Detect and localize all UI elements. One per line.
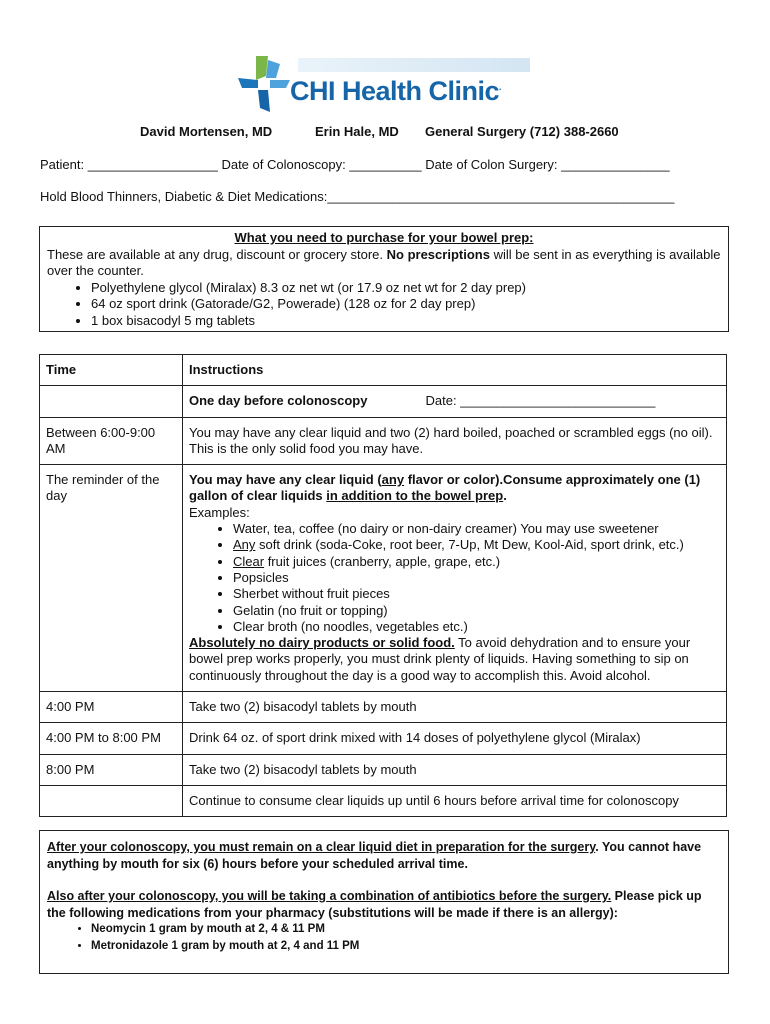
examples-list bbox=[189, 521, 720, 635]
antibiotics-paragraph: Also after your colonoscopy, you will be taking a combination of antibiotics before the surgery. Please pick up the following medications from your pharmacy (substitutions will be made if there is an allergy): bbox=[47, 889, 702, 920]
instruction-cell: You may have any clear liquid and two (2) hard boiled, poached or scrambled eggs (no oil). This is the only solid food you may have. bbox=[183, 417, 727, 465]
time-cell: Between 6:00-9:00 AM bbox=[40, 417, 183, 465]
table-row bbox=[40, 417, 727, 465]
day-before-cell: One day before colonoscopy Date: ___________________________ bbox=[183, 386, 727, 417]
list-item: • Metronidazole 1 gram by mouth at 2, 4 and 11 PM bbox=[91, 938, 721, 955]
table-row bbox=[40, 754, 727, 785]
list-item: • Clear fruit juices (cranberry, apple, grape, etc.) bbox=[233, 554, 720, 570]
clear-liquid-paragraph: After your colonoscopy, you must remain on a clear liquid diet in preparation for the surgery. You cannot have anything by mouth for six (6) hours before your scheduled arrival time. bbox=[47, 840, 702, 871]
patient-field-line[interactable]: Patient: __________________ Date of Colonoscopy: __________ Date of Colon Surgery: _______________ bbox=[40, 157, 670, 172]
date-field[interactable]: Date: ___________________________ bbox=[425, 393, 656, 409]
list-item: • Neomycin 1 gram by mouth at 2, 4 & 11 PM bbox=[91, 921, 721, 938]
time-header: Time bbox=[40, 355, 183, 386]
list-item: • Clear broth (no noodles, vegetables etc.) bbox=[233, 619, 720, 635]
table-row bbox=[40, 692, 727, 723]
brand-name: CHI Health Clinic. bbox=[290, 76, 502, 106]
hold-medications-line[interactable]: Hold Blood Thinners, Diabetic & Diet Medications:________________________________________________ bbox=[40, 189, 675, 204]
department-phone: General Surgery (712) 388-2660 bbox=[425, 124, 619, 139]
table-row bbox=[40, 723, 727, 754]
list-item: • Popsicles bbox=[233, 570, 720, 586]
after-colonoscopy-box bbox=[39, 830, 729, 974]
list-item: • Gelatin (no fruit or topping) bbox=[233, 603, 720, 619]
table-row bbox=[40, 386, 727, 417]
instruction-cell: Drink 64 oz. of sport drink mixed with 14 doses of polyethylene glycol (Miralax) bbox=[183, 723, 727, 754]
time-cell: 8:00 PM bbox=[40, 754, 183, 785]
time-cell: 4:00 PM to 8:00 PM bbox=[40, 723, 183, 754]
clinic-logo bbox=[236, 54, 536, 116]
doctor-1: David Mortensen, MD bbox=[140, 124, 273, 139]
cross-logo-icon bbox=[236, 54, 292, 114]
instructions-table bbox=[39, 354, 727, 817]
time-cell: The reminder of the day bbox=[40, 465, 183, 692]
time-cell: 4:00 PM bbox=[40, 692, 183, 723]
instruction-cell: Take two (2) bisacodyl tablets by mouth bbox=[183, 692, 727, 723]
purchase-list bbox=[47, 280, 721, 330]
list-item: • 64 oz sport drink (Gatorade/G2, Powerade) (128 oz for 2 day prep) bbox=[91, 296, 721, 313]
instruction-cell: Continue to consume clear liquids up until 6 hours before arrival time for colonoscopy bbox=[183, 785, 727, 816]
table-row bbox=[40, 785, 727, 816]
doctor-2: Erin Hale, MD bbox=[315, 124, 399, 139]
table-row bbox=[40, 355, 727, 386]
list-item: • Sherbet without fruit pieces bbox=[233, 586, 720, 602]
purchase-intro: These are available at any drug, discount or grocery store. No prescriptions will be sent in as everything is available over the counter. bbox=[47, 246, 721, 278]
empty-cell bbox=[40, 386, 183, 417]
logo-banner bbox=[298, 58, 530, 72]
list-item: • Water, tea, coffee (no dairy or non-dairy creamer) You may use sweetener bbox=[233, 521, 720, 537]
purchase-title: What you need to purchase for your bowel prep: bbox=[234, 230, 534, 245]
instruction-cell: Take two (2) bisacodyl tablets by mouth bbox=[183, 754, 727, 785]
instruction-cell: You may have any clear liquid (any flavor or color).Consume approximately one (1) gallon of clear liquids in addition to the bowel prep. Examples: • Water, tea, coffee (no dairy or non-dairy creamer) You may use sweetener • Any soft drink (soda-Coke, root beer, 7-Up, Mt Dew, Kool-Aid, sport drink, etc.) • Clear fruit juices (cranberry, apple, grape, etc.) • Popsicles • Sherbet without fruit pieces • Gelatin (no fruit or topping) • Clear broth (no noodles, vegetables etc.) Absolutely no dairy products or solid food. To avoid dehydration and to ensure your bowel prep works properly, you must drink plenty of liquids. Having something to sip on continuously throughout the day is a good way to accomplish this. Avoid alcohol. bbox=[183, 465, 727, 692]
empty-cell bbox=[40, 785, 183, 816]
list-item: • Polyethylene glycol (Miralax) 8.3 oz net wt (or 17.9 oz net wt for 2 day prep) bbox=[91, 280, 721, 297]
medications-list bbox=[47, 921, 721, 954]
purchase-box bbox=[39, 226, 729, 332]
table-row bbox=[40, 465, 727, 692]
list-item: • 1 box bisacodyl 5 mg tablets bbox=[91, 313, 721, 330]
instructions-header: Instructions bbox=[183, 355, 727, 386]
list-item: • Any soft drink (soda-Coke, root beer, 7-Up, Mt Dew, Kool-Aid, sport drink, etc.) bbox=[233, 537, 720, 553]
